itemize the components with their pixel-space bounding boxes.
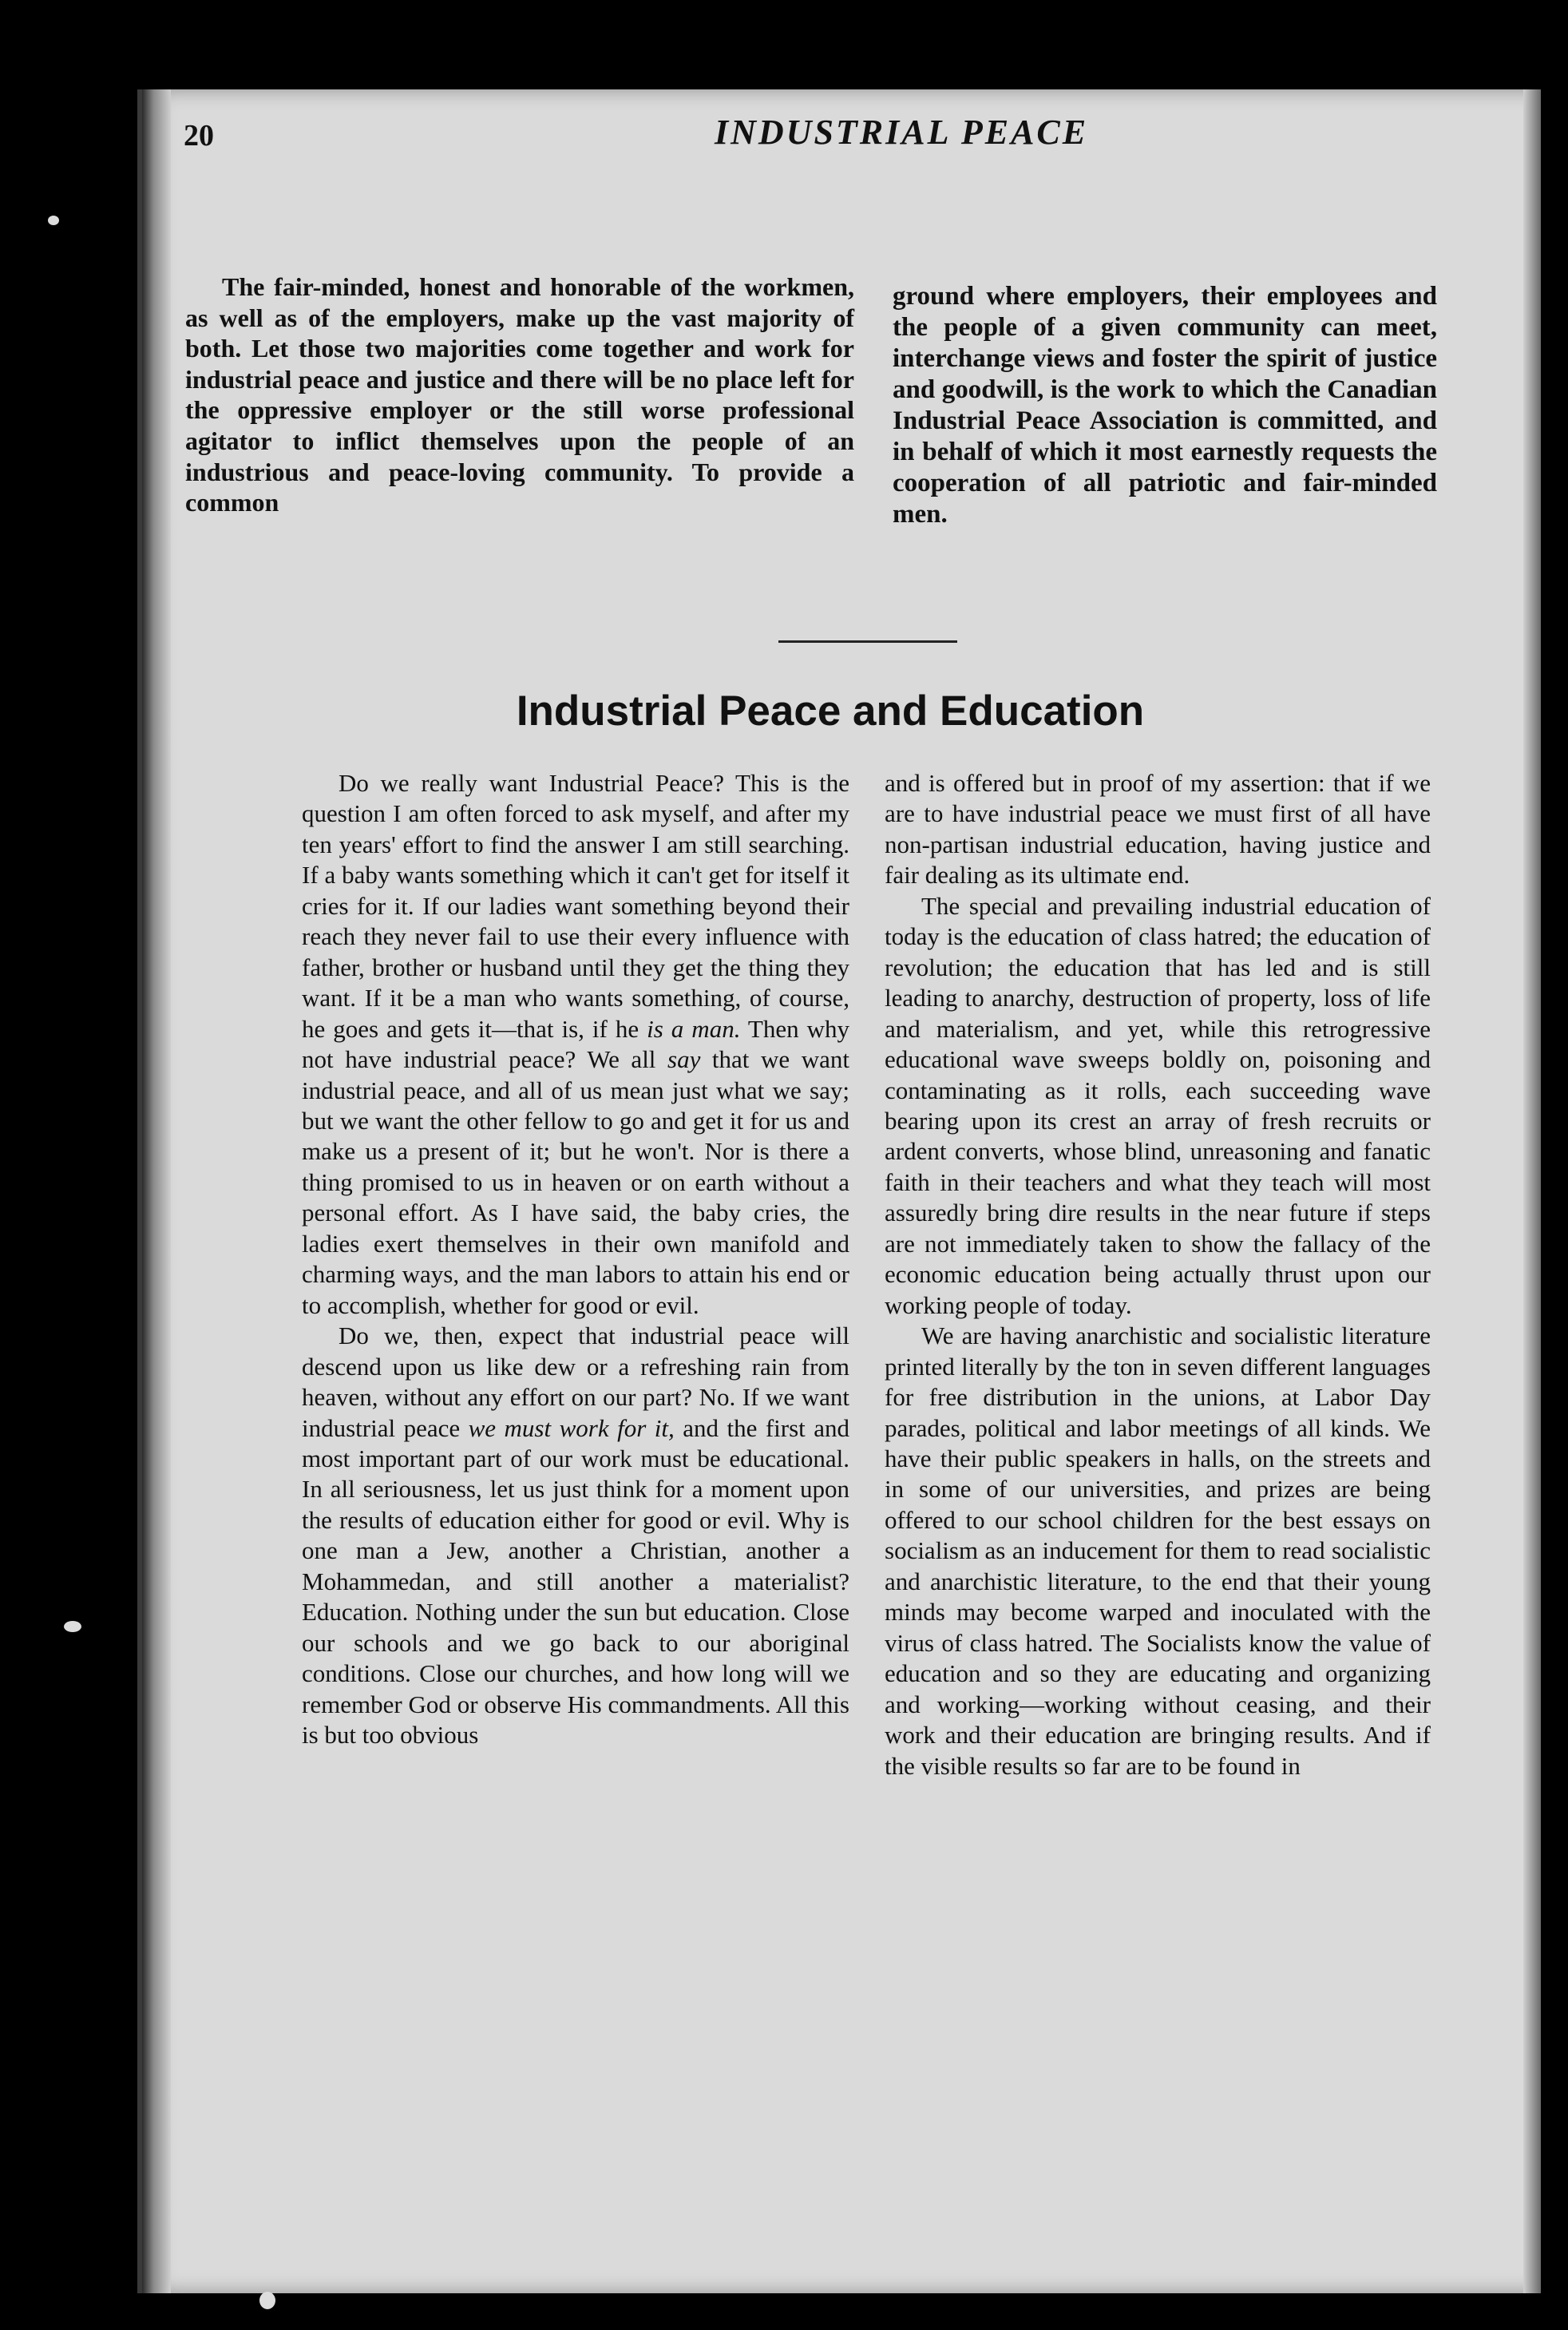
article-column-left	[302, 768, 849, 1751]
scan-speck	[64, 1621, 81, 1632]
text-run: and the first and most important part of our work must be educational. In all seriousness, let us just think for a moment upon the results of education either for good or evil. Why is one man a Jew, another a Christian, another a Mohammedan, and still another a materialist? Education. Nothing under the sun but education. Close our schools and we go back to our aboriginal conditions. Close our churches, and how long will we remember God or observe His commandments. All this is but too obvious	[302, 1413, 850, 1749]
article-paragraph	[302, 768, 849, 1321]
intro-column-left	[185, 271, 854, 518]
emphasis-text: is a man.	[647, 1014, 741, 1043]
text-run: Then why not have industrial peace? We all	[302, 1014, 849, 1074]
page-number: 20	[184, 119, 214, 153]
article-paragraph: The special and prevailing industrial education of today is the education of class hatred; the education of revolution; the education that has led and is still leading to anarchy, destruction of property, loss of life and materialism, and yet, while this retrogressive educational wave sweeps boldly on, poisoning and contaminating as it rolls, each succeeding wave bearing upon its crest an array of fresh recruits or ardent converts, whose blind, unreasoning and fanatic faith in their teachers and what they teach will most assuredly bring dire results in the near future if steps are not immediately taken to show the fallacy of the economic education being actually thrust upon our working people of today.	[885, 891, 1431, 1319]
intro-paragraph-left: The fair-minded, honest and honorable of the workmen, as well as of the employers, make up the vast majority of both. Let those two majorities come together and work for industrial peace and justice and there will be no place left for the oppressive employer or the still worse professional agitator to inflict themselves upon the people of an industrious and peace-loving community. To provide a common	[185, 272, 854, 517]
text-run: that we want industrial peace, and all of us mean just what we say; but we want the other fellow to go and get it for us and make us a present of it; but he won't. Nor is there a thing promised to us in heaven or on earth without a personal effort. As I have said, the baby cries, the ladies exert themselves in their own manifold and charming ways, and the man labors to attain his end or to accomplish, whether for good or evil.	[302, 1045, 849, 1319]
section-divider	[778, 640, 957, 643]
emphasis-text: say	[667, 1045, 701, 1074]
page-spine-shadow	[142, 89, 171, 2293]
scan-speck	[259, 2292, 275, 2309]
text-run: Do we, then, expect that industrial peace will descend upon us like dew or a refreshing rain from heaven, without any effort on our part? No. If we want industrial peace	[302, 1322, 849, 1442]
intro-paragraph-right: ground where employers, their employees and the people of a given community can meet, interchange views and foster the spirit of justice and goodwill, is the work to which the Canadian Industrial Peace Association is committed, and in behalf of which it most earnestly requests the cooperation of all patriotic and fair-minded men.	[893, 282, 1437, 529]
scan-speck	[48, 216, 59, 225]
article-paragraph	[302, 1321, 849, 1750]
article-paragraph: We are having anarchistic and socialistic literature printed literally by the ton in seven different languages for free distribution in the unions, at Labor Day parades, political and labor meetings of all kinds. We have their public speakers in halls, on the streets and in some of our universities, and prizes are being offered to our school children for the best essays on socialism as an inducement for them to read socialistic and anarchistic literature, to the end that their young minds may become warped and inoculated with the virus of class hatred. The Socialists know the value of education and so they are educating and organizing and working—working without ceasing, and their work and their education are bringing results. And if the visible results so far are to be found in	[885, 1322, 1431, 1780]
emphasis-text: we must work for it,	[468, 1413, 675, 1442]
intro-column-right	[893, 281, 1437, 530]
running-head-title: INDUSTRIAL PEACE	[715, 113, 1089, 152]
text-run: Do we really want Industrial Peace? This is the question I am often forced to ask myself, and after my ten years' effort to find the answer I am still searching. If a baby wants something which it can't get for itself it cries for it. If our ladies want something beyond their reach they never fail to use their every influence with father, brother or husband until they get the thing they want. If it be a man who wants something, of course, he goes and gets it—that is, if he	[302, 769, 849, 1043]
article-column-right	[885, 768, 1431, 1781]
page-right-edge	[1523, 89, 1541, 2293]
article-heading: Industrial Peace and Education	[516, 688, 1145, 735]
article-paragraph: and is offered but in proof of my assertion: that if we are to have industrial peace we must first of all have non-partisan industrial education, having justice and fair dealing as its ultimate end.	[885, 769, 1431, 890]
